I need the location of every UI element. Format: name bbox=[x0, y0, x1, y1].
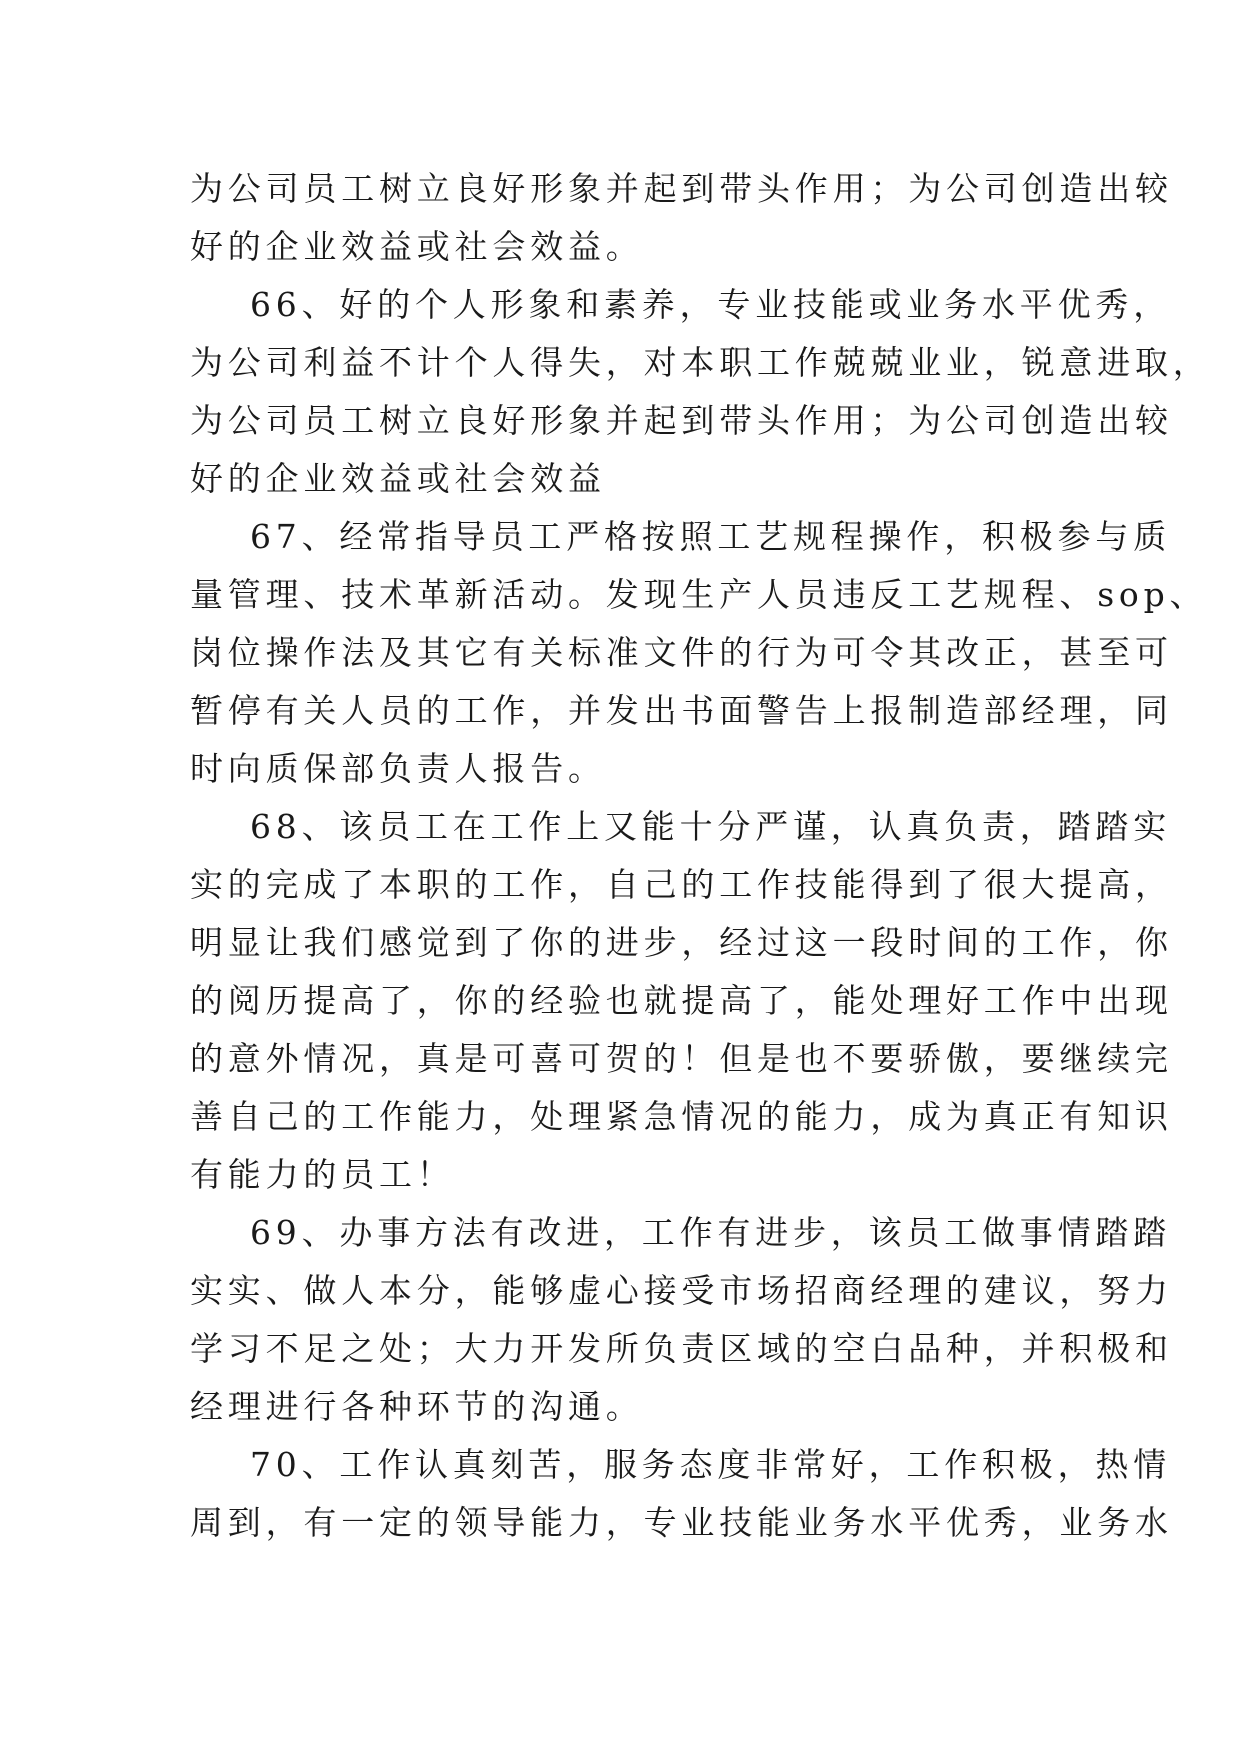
text-line: 量管理、技术革新活动。发现生产人员违反工艺规程、sop、 bbox=[190, 575, 1208, 614]
text-line: 为公司利益不计个人得失，对本职工作兢兢业业，锐意进取， bbox=[190, 343, 1211, 382]
text-line: 的阅历提高了，你的经验也就提高了，能处理好工作中出现 bbox=[190, 981, 1173, 1020]
document-body bbox=[190, 160, 1211, 1552]
text-line: 为公司员工树立良好形象并起到带头作用；为公司创造出较 bbox=[190, 401, 1173, 440]
text-line: 善自己的工作能力，处理紧急情况的能力，成为真正有知识 bbox=[190, 1097, 1173, 1136]
text-line: 好的企业效益或社会效益 bbox=[190, 459, 606, 498]
text-line: 岗位操作法及其它有关标准文件的行为可令其改正，甚至可 bbox=[190, 633, 1173, 672]
text-line: 经理进行各种环节的沟通。 bbox=[190, 1387, 644, 1426]
text-line: 实的完成了本职的工作，自己的工作技能得到了很大提高， bbox=[190, 865, 1173, 904]
paragraph-68-start: 68、该员工在工作上又能十分严谨，认真负责，踏踏实 bbox=[250, 807, 1171, 846]
paragraph-69-start: 69、办事方法有改进，工作有进步，该员工做事情踏踏 bbox=[250, 1213, 1171, 1252]
paragraph-70-start: 70、工作认真刻苦，服务态度非常好，工作积极，热情 bbox=[250, 1445, 1171, 1484]
text-line: 实实、做人本分，能够虚心接受市场招商经理的建议，努力 bbox=[190, 1271, 1173, 1310]
paragraph-66-start: 66、好的个人形象和素养，专业技能或业务水平优秀， bbox=[250, 285, 1171, 324]
text-line: 周到，有一定的领导能力，专业技能业务水平优秀，业务水 bbox=[190, 1503, 1173, 1542]
text-line: 为公司员工树立良好形象并起到带头作用；为公司创造出较 bbox=[190, 169, 1173, 208]
text-line: 时向质保部负责人报告。 bbox=[190, 749, 606, 788]
text-line: 有能力的员工！ bbox=[190, 1155, 455, 1194]
paragraph-67-start: 67、经常指导员工严格按照工艺规程操作，积极参与质 bbox=[250, 517, 1171, 556]
text-line: 的意外情况，真是可喜可贺的！但是也不要骄傲，要继续完 bbox=[190, 1039, 1173, 1078]
text-line: 好的企业效益或社会效益。 bbox=[190, 227, 644, 266]
text-line: 明显让我们感觉到了你的进步，经过这一段时间的工作，你 bbox=[190, 923, 1173, 962]
text-line: 学习不足之处；大力开发所负责区域的空白品种，并积极和 bbox=[190, 1329, 1173, 1368]
text-line: 暂停有关人员的工作，并发出书面警告上报制造部经理，同 bbox=[190, 691, 1173, 730]
